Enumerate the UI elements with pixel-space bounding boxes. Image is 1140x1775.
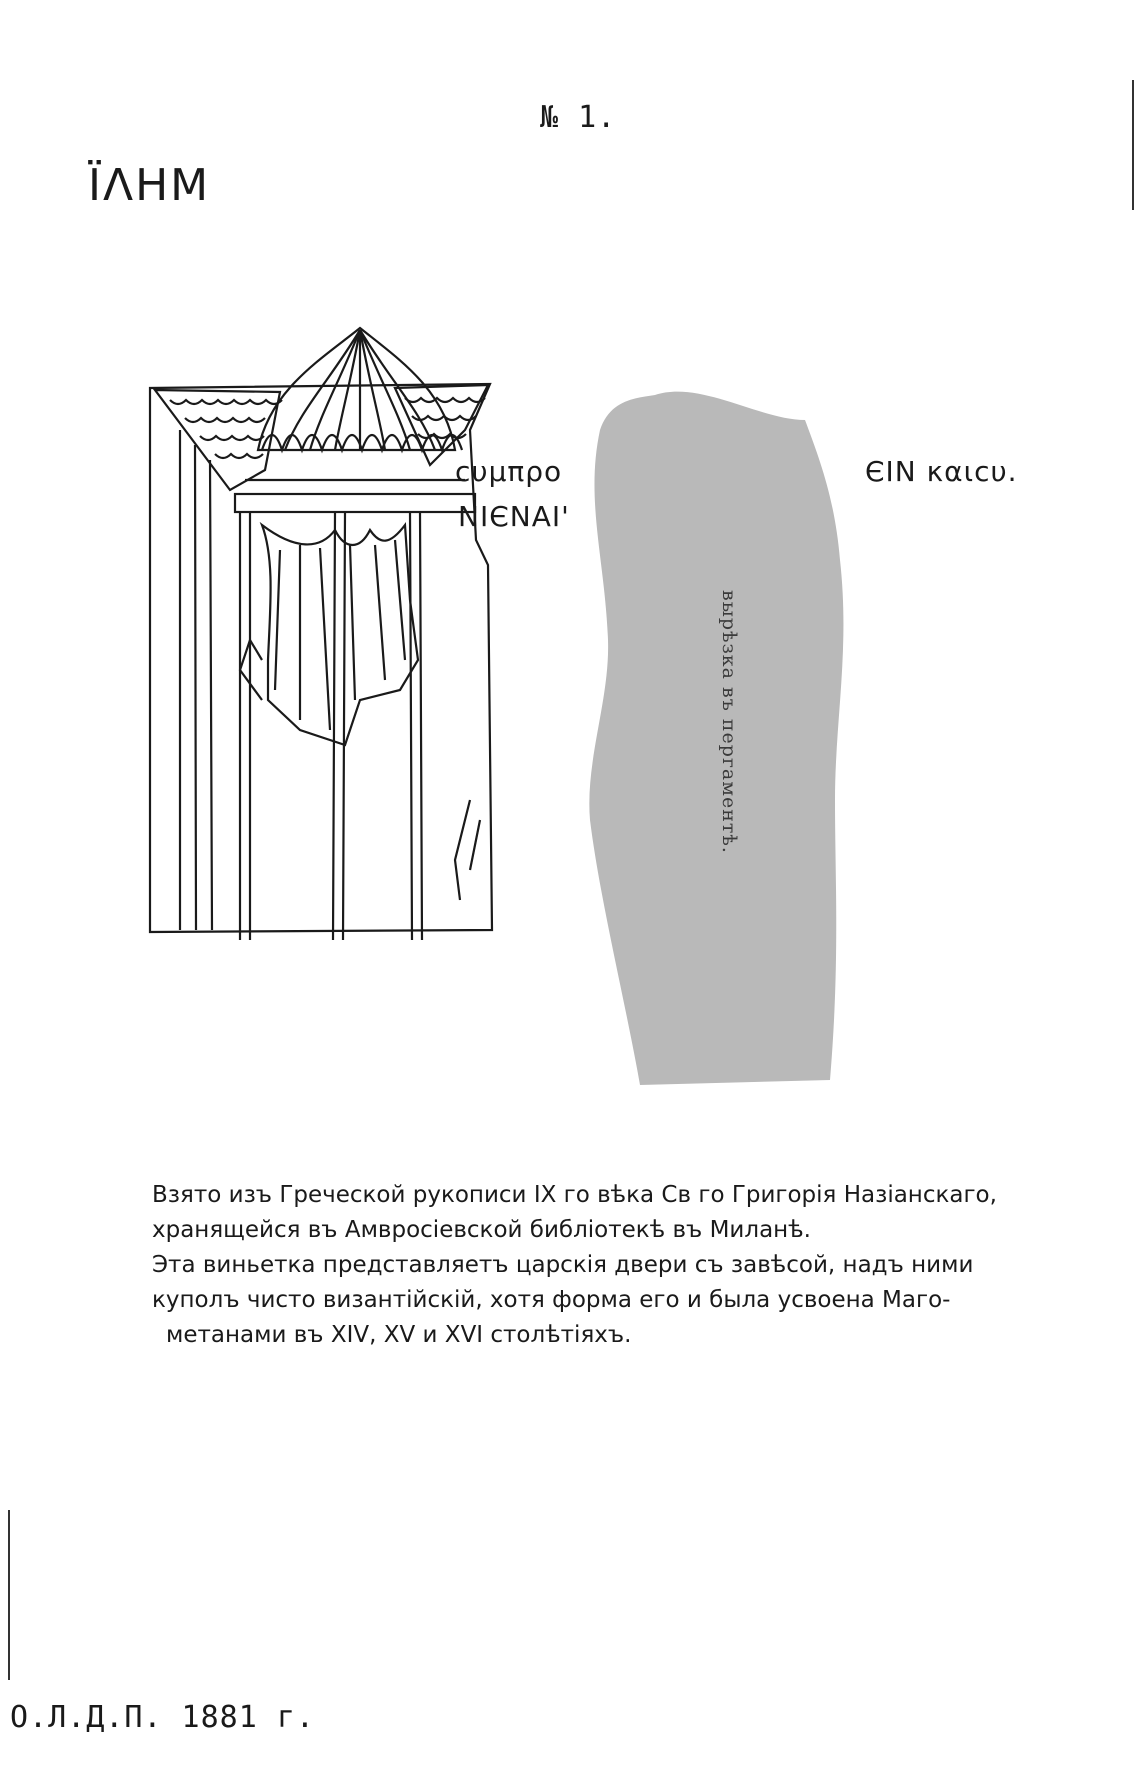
plate-number: № 1.: [540, 100, 617, 135]
greek-fragment-left-top: ϲυμπρο: [455, 455, 563, 488]
caption-line: Эта виньетка представляетъ царскія двери съ завѣсой, надъ ними: [152, 1252, 974, 1278]
right-margin-rule: [1132, 80, 1134, 210]
manuscript-heading-mark: ΪΛΗΜ: [88, 160, 211, 211]
left-margin-rule: [8, 1510, 10, 1680]
caption-line: куполъ чисто византійскій, хотя форма его и была усвоена Маго-: [152, 1287, 951, 1313]
caption-block: [152, 1178, 1012, 1353]
caption-line: хранящейся въ Амвросіевской библіотекѣ въ Миланѣ.: [152, 1217, 811, 1243]
greek-fragment-left-bottom: ΝΙЄΝΑΙ': [458, 500, 570, 533]
caption-line: метанами въ XIV, XV и XVI столѣтіяхъ.: [166, 1322, 632, 1348]
parchment-cutout-note: вырѣзка въ пергаментѣ.: [718, 590, 740, 854]
greek-fragment-right: ЄΙΝ καιϲυ.: [865, 455, 1018, 488]
publisher-footer: О.Л.Д.П. 1881 г.: [10, 1700, 315, 1735]
caption-line: Взято изъ Греческой рукописи IX го вѣка Св го Григорія Назіанскаго,: [152, 1182, 997, 1208]
